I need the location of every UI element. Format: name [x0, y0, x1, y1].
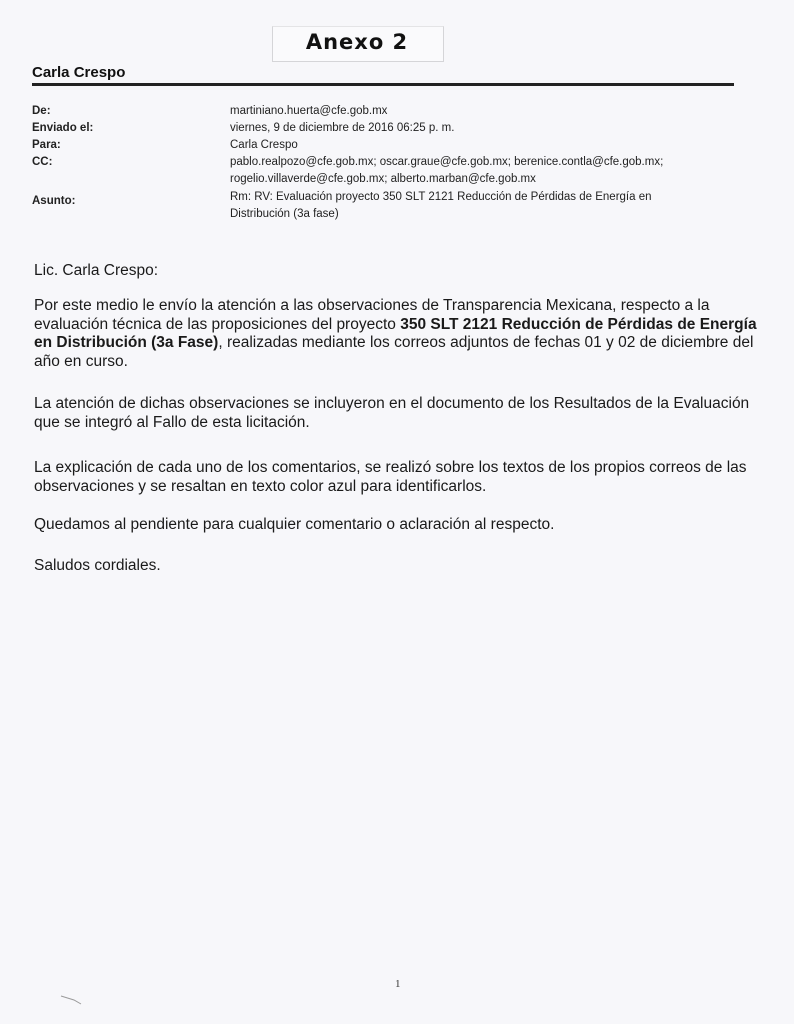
page-number: 1	[395, 978, 401, 990]
body-paragraph-2: La atención de dichas observaciones se incluyeron en el documento de los Resultados de la Evaluación que se integró al Fallo de esta licitación.	[34, 395, 750, 431]
sender-name: Carla Crespo	[32, 64, 126, 81]
cc-value-line2: rogelio.villaverde@cfe.gob.mx; alberto.marban@cfe.gob.mx	[230, 173, 536, 185]
subject-value-line1: Rm: RV: Evaluación proyecto 350 SLT 2121 Reducción de Pérdidas de Energía en	[230, 191, 652, 203]
sent-value: viernes, 9 de diciembre de 2016 06:25 p. m.	[230, 122, 455, 134]
subject-label: Asunto:	[32, 195, 76, 207]
annex-label: Anexo 2	[305, 30, 409, 54]
salutation: Lic. Carla Crespo:	[34, 262, 159, 279]
subject-value-line2: Distribución (3a fase)	[230, 208, 339, 220]
project-number: 350 SLT 2121	[400, 315, 498, 333]
body-paragraph-3: La explicación de cada uno de los comentarios, se realizó sobre los textos de los propios correos de las observaciones y se resaltan en texto color azul para identificarlos.	[34, 459, 747, 495]
from-value: martiniano.huerta@cfe.gob.mx	[230, 105, 388, 117]
sender-divider	[32, 83, 734, 86]
from-label: De:	[32, 105, 51, 117]
body-paragraph-4: Quedamos al pendiente para cualquier comentario o aclaración al respecto.	[34, 516, 555, 533]
to-value: Carla Crespo	[230, 139, 298, 151]
scan-artifact	[60, 995, 82, 1005]
body-paragraph-1	[34, 297, 764, 371]
sent-label: Enviado el:	[32, 122, 94, 134]
paragraph-1-text-a: Por este medio le envío la atención a las observaciones de Transparencia Mexicana, respecto a la evaluación técnica de las proposiciones del proyecto	[34, 297, 710, 333]
closing: Saludos cordiales.	[34, 557, 161, 574]
paragraph-1-text-b: , realizadas mediante los correos adjuntos de fechas 01 y 02 de diciembre del año en curso.	[34, 334, 754, 370]
project-name: Reducción de Pérdidas de Energía en Distribución (3a Fase)	[34, 315, 757, 351]
to-label: Para:	[32, 139, 61, 151]
cc-value-line1: pablo.realpozo@cfe.gob.mx; oscar.graue@cfe.gob.mx; berenice.contla@cfe.gob.mx;	[230, 156, 664, 168]
cc-label: CC:	[32, 156, 53, 168]
